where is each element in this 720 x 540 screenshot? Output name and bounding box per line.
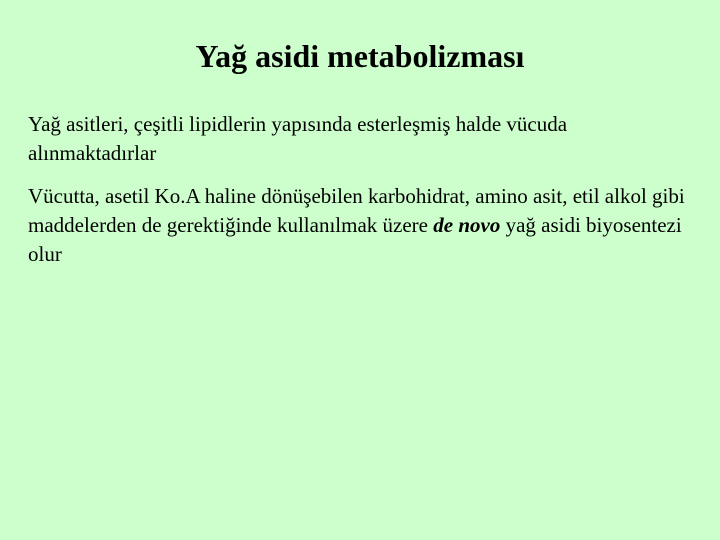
paragraph-1: Yağ asitleri, çeşitli lipidlerin yapısında esterleşmiş halde vücuda alınmaktadırlar	[28, 112, 568, 165]
paragraph-2-text-before: Vücutta, asetil Ko.A haline dönüşebilen karbohidrat, amino asit, etil alkol gibi maddelerden de gerektiğinde kullanılmak üzere	[28, 184, 685, 237]
paragraph-2-emphasis: de novo	[433, 213, 501, 237]
slide-body	[28, 110, 698, 283]
paragraph-2	[28, 182, 698, 269]
slide-title: Yağ asidi metabolizması	[195, 38, 525, 74]
paragraph-2-text-after: yağ asidi biyosentezi olur	[28, 213, 682, 266]
